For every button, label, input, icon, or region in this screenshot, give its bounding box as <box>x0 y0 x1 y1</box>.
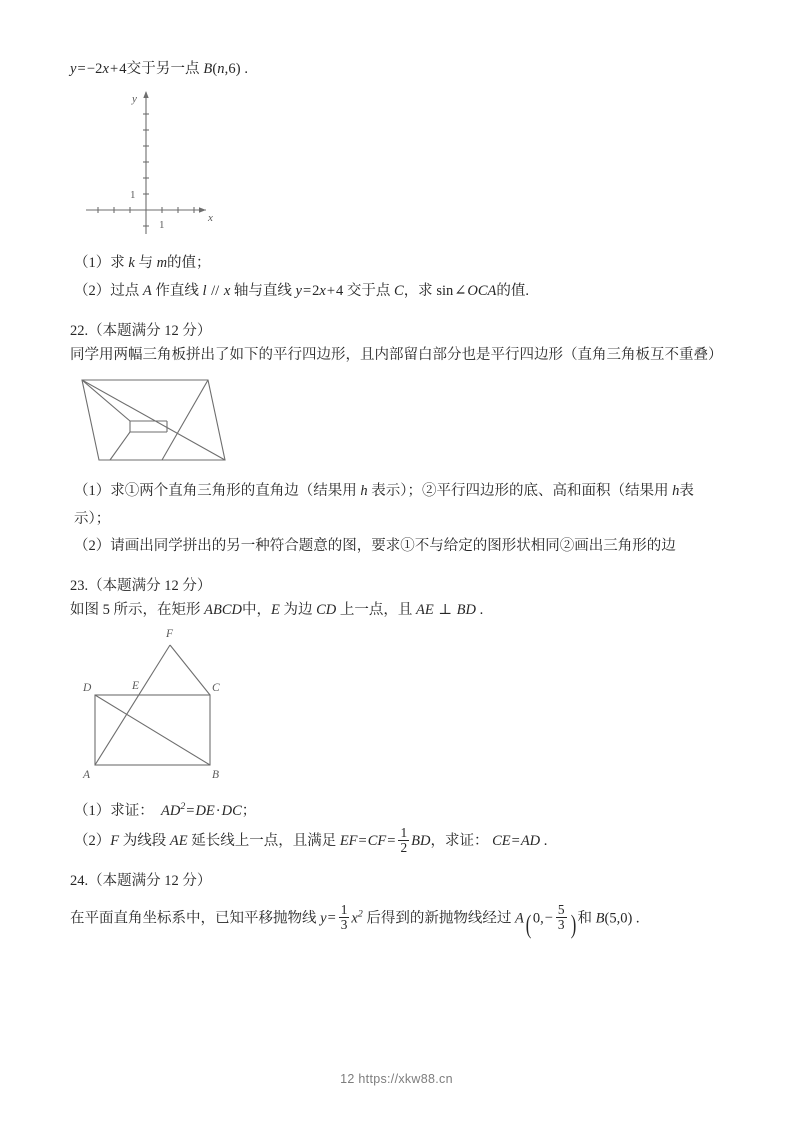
q21-sub2-p6: 的值. <box>496 283 530 300</box>
q23-sub2-p3: 延长线上一点，且满足 <box>191 832 337 849</box>
fraction-one-third <box>339 903 350 932</box>
y-axis-label: y <box>132 93 137 106</box>
cartesian-axes-svg <box>78 82 238 242</box>
fraction-five-thirds <box>556 903 567 932</box>
q22-number: 22. <box>70 322 89 339</box>
q23-sub1-p1: （1）求证： <box>74 803 154 820</box>
label-D: D <box>83 682 92 695</box>
q21-sub2-p2: 作直线 <box>155 283 199 300</box>
q23-stem: 如图 5 所示，在矩形 ABCD中，E 为边 CD 上一点，且 AE ⊥ BD . <box>70 601 484 618</box>
q22-sub1: （1）求①两个直角三角形的直角边（结果用 h 表示）；②平行四边形的底、高和面积（结果用 h表示）； <box>74 483 694 527</box>
q22-score: （本题满分 12 分） <box>88 322 212 339</box>
diagonal-main <box>82 380 225 460</box>
rectangle-abcd-svg <box>75 623 245 788</box>
q21-sub1-prefix: （1）求 <box>74 255 125 272</box>
q22-sub1-p2: 表示）；②平行四边形的底、高和面积（结果用 <box>371 483 669 500</box>
figure-rectangle-abcd <box>70 623 725 798</box>
q23-number: 23. <box>70 577 89 594</box>
parallelogram-svg <box>70 368 240 473</box>
q21-sub1: （1）求 k 与 m的值； <box>74 255 211 272</box>
q23-score: （本题满分 12 分） <box>88 577 212 594</box>
q23-stem-p2: 中， <box>241 601 271 618</box>
frac-denominator: 3 <box>557 916 565 932</box>
paren-open: ( <box>525 908 532 939</box>
q24-stem-p2: 后得到的新抛物线经过 <box>366 909 512 926</box>
label-C: C <box>212 682 220 695</box>
q24-score: （本题满分 12 分） <box>88 872 212 889</box>
q22-sub1-p3: 表示）； <box>74 483 694 527</box>
q22-header <box>70 320 725 343</box>
label-E: E <box>132 680 140 693</box>
q24-stem-p3: 和 <box>577 909 592 926</box>
q21-sub1-suffix: 的值； <box>167 255 211 272</box>
diagonal-db <box>95 695 210 765</box>
q21-tail-equation: y=−2x+4交于另一点 B(n,6) . <box>70 61 249 77</box>
paren-close: ) <box>570 908 576 939</box>
frac-denominator: 3 <box>340 916 348 932</box>
y-unit-label: 1 <box>130 189 136 202</box>
q21-sub2-p3: 轴与直线 <box>233 283 292 300</box>
q21-sub2-p4: 交于点 <box>346 283 391 300</box>
q23-sub2-p1: （2） <box>74 832 111 849</box>
q23-sub1-p2: ； <box>241 803 257 820</box>
label-F: F <box>166 628 174 641</box>
x-axis-arrow <box>199 208 206 213</box>
frac-numerator: 1 <box>340 901 348 917</box>
frac-numerator: 1 <box>400 824 408 840</box>
q22-stem: 同学用两幅三角板拼出了如下的平行四边形，且内部留白部分也是平行四边形（直角三角板互不重叠） <box>70 346 723 363</box>
q21-sub2-p1: （2）过点 <box>74 283 140 300</box>
figure-cartesian-axes <box>70 82 725 250</box>
q24-stem: 在平面直角坐标系中，已知平移抛物线 y= $\frac{1}{3}$ $x^2$ 后得到的新抛物线经过 A( 0,− $\frac{5}{3}$ ) 和 B(5,0) . <box>70 901 725 948</box>
x-axis-label: x <box>208 212 213 225</box>
q21-sub2: （2）过点 A 作直线 l // x 轴与直线 y=2x+4 交于点 C，求 sin∠OCA的值. <box>74 283 530 300</box>
line-cf <box>170 645 210 695</box>
q21-sub1-mid: 与 <box>138 255 153 272</box>
triangle-edge-lower-left <box>110 432 130 460</box>
q23-stem-p1: 如图 5 所示，在矩形 <box>70 601 201 618</box>
label-B: B <box>212 769 220 782</box>
line-aef <box>95 645 170 765</box>
q24-stem-p1: 在平面直角坐标系中，已知平移抛物线 <box>70 909 317 926</box>
q23-stem-p4: 上一点，且 <box>339 601 413 618</box>
page-footer: 12 https://xkw88.cn <box>340 1072 453 1086</box>
frac-numerator: 5 <box>557 901 565 917</box>
q22-sub1-p1: （1）求①两个直角三角形的直角边（结果用 <box>74 483 357 500</box>
q23-stem-p3: 为边 <box>283 601 313 618</box>
page-content <box>70 58 725 948</box>
q22-sub2: （2）请画出同学拼出的另一种符合题意的图，要求①不与给定的图形状相同②画出三角形的边 <box>74 538 676 555</box>
q23-sub1: （1）求证： $AD^2=DE\cdot DC$； <box>74 801 257 820</box>
frac-denominator: 2 <box>400 839 408 855</box>
q24-number: 24. <box>70 872 89 889</box>
q23-sub2-p4: ，求证： <box>430 832 489 849</box>
x-unit-label: 1 <box>159 219 165 232</box>
fraction-one-half <box>398 826 409 855</box>
q23-header <box>70 575 725 598</box>
q23-sub2: （2）F 为线段 AE 延长线上一点，且满足 EF=CF= $\frac{1}{2}$ BD，求证： CE=AD . <box>74 824 548 855</box>
q24-header <box>70 870 725 893</box>
q23-sub2-p2: 为线段 <box>122 832 167 849</box>
triangle-edge-right <box>162 380 208 460</box>
label-A: A <box>83 769 91 782</box>
q21-sub2-p5: ，求 <box>403 283 433 300</box>
figure-parallelogram <box>70 368 725 478</box>
q21-tail-cn: 交于另一点 <box>126 61 200 77</box>
y-axis-arrow <box>143 91 148 98</box>
